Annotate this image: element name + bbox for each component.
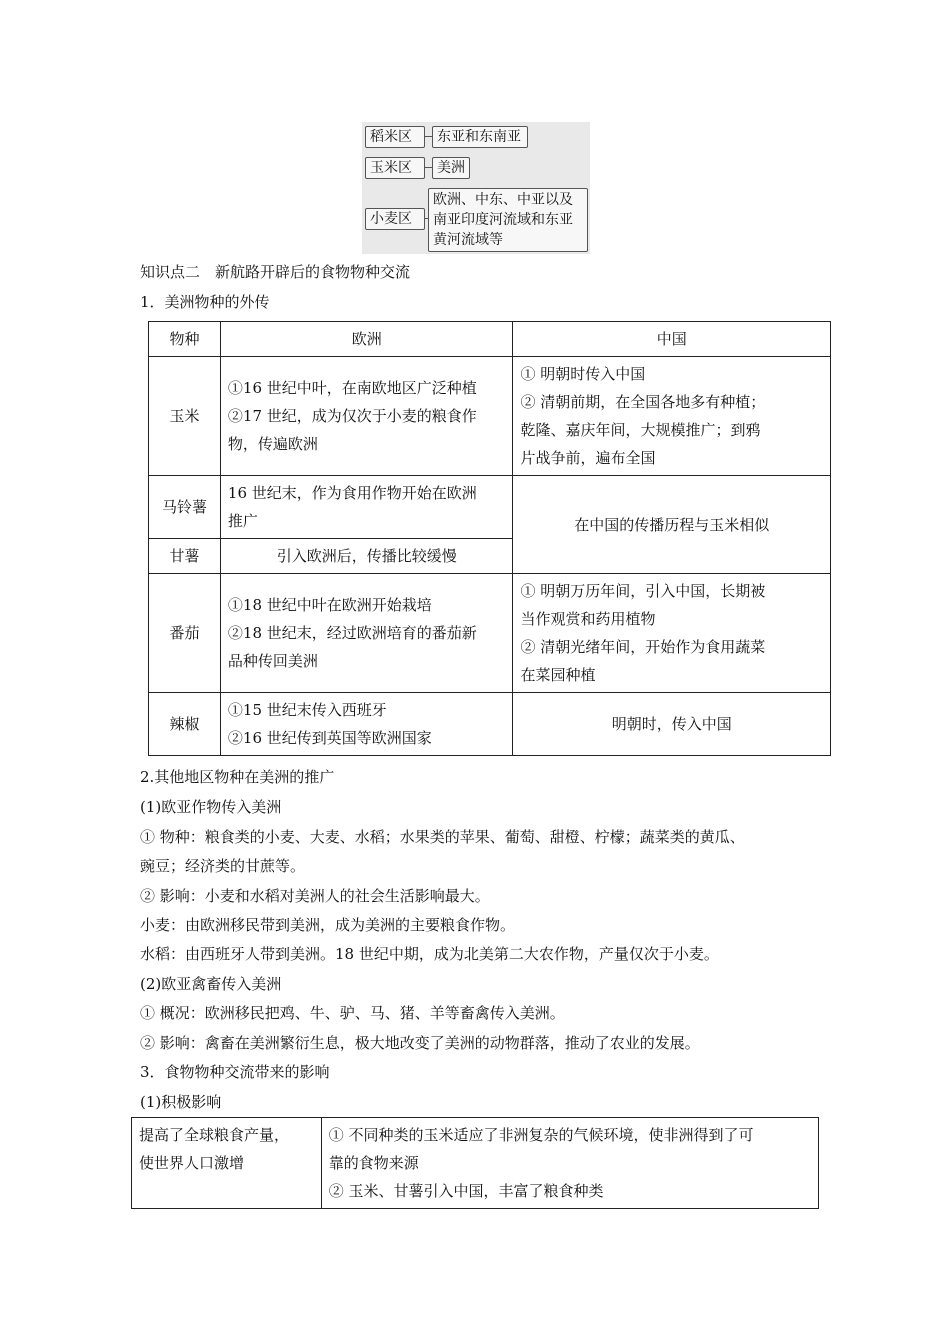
cell-line: 当作观赏和药用植物 [520,610,656,628]
china-cell: 在中国的传播历程与玉米相似 [513,476,831,574]
wheat-line: 黄河流域等 [433,232,503,248]
species-name: 番茄 [149,574,221,693]
rice-region-text: 东亚和东南亚 [432,126,528,148]
cell-line: ② 玉米、甘薯引入中国，丰富了粮食种类 [328,1182,604,1200]
europe-cell [220,693,513,756]
rice-region-label: 稻米区 [365,126,425,148]
table-row [149,574,831,693]
paragraph: 水稻：由西班牙人带到美洲。18 世纪中期，成为北美第二大农作物，产量仅次于小麦。 [140,945,719,963]
paragraph: 小麦：由欧洲移民带到美洲，成为美洲的主要粮食作物。 [140,916,516,934]
wheat-region-label: 小麦区 [365,208,425,230]
cell-line: 推广 [227,512,258,530]
cell-line: ② 清朝前期，在全国各地多有种植； [520,393,766,411]
impact-detail [321,1118,818,1209]
paragraph: (1)积极影响 [140,1093,222,1111]
header-china: 中国 [513,322,831,357]
cell-line: ②18 世纪末，经过欧洲培育的番茄新 [227,624,477,642]
table-row [149,476,831,539]
impact-summary [132,1118,322,1209]
food-region-diagram [362,122,590,254]
corn-region-label: 玉米区 [365,157,425,179]
section-title: 知识点二 新航路开辟后的食物物种交流 [140,263,411,281]
cell-line: ① 明朝万历年间，引入中国，长期被 [520,582,766,600]
paragraph: ② 影响：禽畜在美洲繁衍生息，极大地改变了美洲的动物群落，推动了农业的发展。 [140,1034,700,1052]
cell-line: 靠的食物来源 [328,1154,419,1172]
subsection-title: 3．食物物种交流带来的影响 [140,1063,330,1081]
species-name: 辣椒 [149,693,221,756]
cell-line: 16 世纪末，作为食用作物开始在欧洲 [227,484,477,502]
header-europe: 欧洲 [220,322,513,357]
species-name: 玉米 [149,357,221,476]
china-cell [513,574,831,693]
paragraph: ① 物种：粮食类的小麦、大麦、水稻；水果类的苹果、葡萄、甜橙、柠檬；蔬菜类的黄瓜、 [140,828,745,846]
europe-cell [220,357,513,476]
cell-line: 提高了全球粮食产量， [139,1126,290,1144]
wheat-line: 欧洲、中东、中亚以及 [433,192,573,208]
china-cell: 明朝时，传入中国 [513,693,831,756]
cell-line: ①16 世纪中叶，在南欧地区广泛种植 [227,379,477,397]
table-row [149,693,831,756]
subsection-title: 2.其他地区物种在美洲的推广 [140,768,335,786]
cell-line: 使世界人口激增 [139,1154,245,1172]
cell-line: 品种传回美洲 [227,652,318,670]
cell-line: ① 不同种类的玉米适应了非洲复杂的气候环境，使非洲得到了可 [328,1126,754,1144]
wheat-region-text [428,188,588,252]
cell-line: 在菜园种植 [520,666,596,684]
cell-line: ②16 世纪传到英国等欧洲国家 [227,729,432,747]
cell-line: ②17 世纪，成为仅次于小麦的粮食作 [227,407,477,425]
wheat-line: 南亚印度河流域和东亚 [433,212,573,228]
species-name: 马铃薯 [149,476,221,539]
table-row [149,357,831,476]
subsection-title: 1．美洲物种的外传 [140,293,270,311]
europe-cell [220,574,513,693]
table-row [132,1118,819,1209]
europe-cell: 引入欧洲后，传播比较缓慢 [220,539,513,574]
species-name: 甘薯 [149,539,221,574]
cell-line: 乾隆、嘉庆年间，大规模推广；到鸦 [520,421,761,439]
cell-line: ①18 世纪中叶在欧洲开始栽培 [227,596,432,614]
paragraph: ① 概况：欧洲移民把鸡、牛、驴、马、猪、羊等畜禽传入美洲。 [140,1004,565,1022]
cell-line: ② 清朝光绪年间，开始作为食用蔬菜 [520,638,766,656]
europe-cell [220,476,513,539]
cell-line: ①15 世纪末传入西班牙 [227,701,387,719]
header-species: 物种 [149,322,221,357]
paragraph: (1)欧亚作物传入美洲 [140,798,282,816]
cell-line: ① 明朝时传入中国 [520,365,646,383]
cell-line: 物，传遍欧洲 [227,435,318,453]
species-table [148,321,831,756]
cell-line: 片战争前，遍布全国 [520,449,656,467]
paragraph: (2)欧亚禽畜传入美洲 [140,975,282,993]
paragraph: 豌豆；经济类的甘蔗等。 [140,857,306,875]
impact-table [131,1117,819,1209]
china-cell [513,357,831,476]
paragraph: ② 影响：小麦和水稻对美洲人的社会生活影响最大。 [140,887,490,905]
corn-region-text: 美洲 [432,157,470,179]
